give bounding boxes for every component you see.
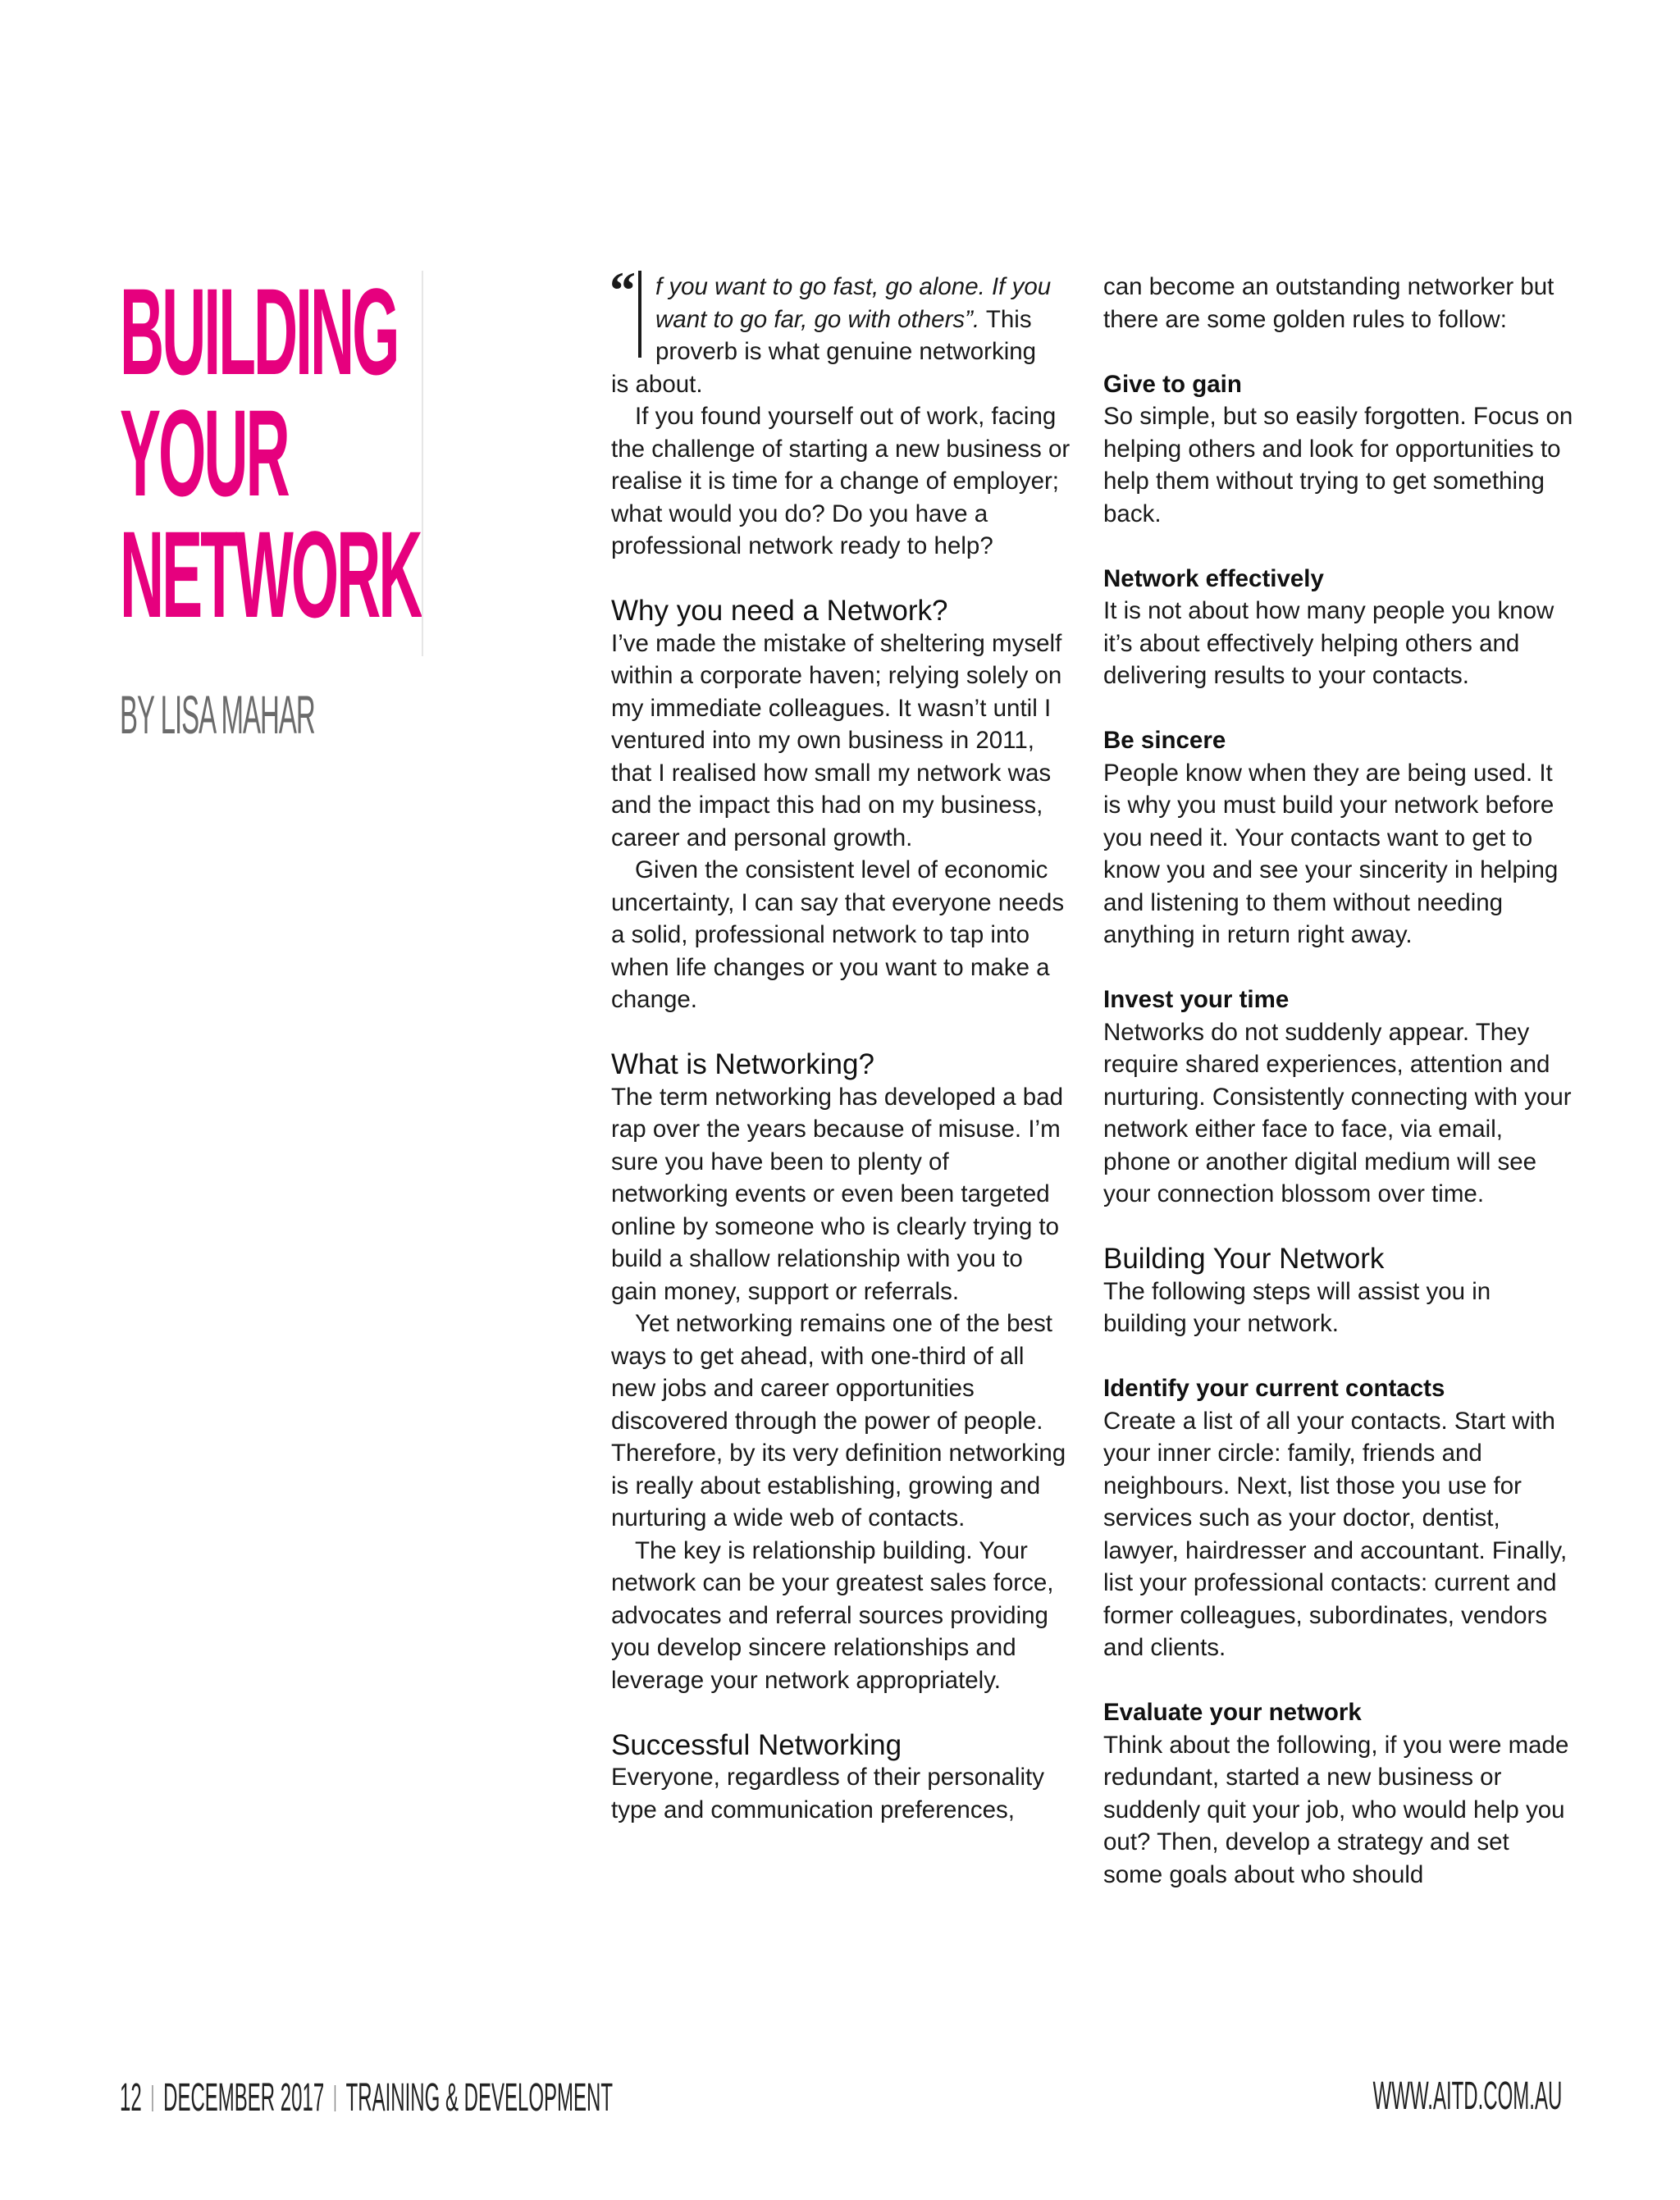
article-column-2 — [1103, 271, 1575, 1891]
why-paragraph-2: Given the consistent level of economic uncertainty, I can say that everyone needs a solid, professional network to tap into when life changes or you want to make a change. — [611, 856, 1065, 1013]
opening-quote — [609, 261, 1071, 400]
give-paragraph: So simple, but so easily forgotten. Focus on helping others and look for opportunities to help them without trying to get something back. — [1103, 403, 1573, 527]
issue-date: DECEMBER 2017 — [163, 2076, 325, 2120]
evaluate-paragraph: Think about the following, if you were made redundant, started a new business or suddenly quit your job, who would help you out? Then, develop a strategy and set some goals about who should — [1103, 1731, 1569, 1888]
heading-network-effectively: Network effectively — [1103, 564, 1324, 592]
page-footer — [120, 2075, 1562, 2120]
identify-paragraph: Create a list of all your contacts. Start with your inner circle: family, friends and neighbours. Next, list those you use for services such as your doctor, dentist, lawyer, hairdresser and accountant. Finally, list your professional contacts: current and former colleagues, subordinates, vendors and clients. — [1103, 1407, 1568, 1661]
title-line-1: BUILDING — [120, 262, 398, 400]
building-paragraph: The following steps will assist you in building your network. — [1103, 1277, 1491, 1337]
footer-left — [120, 2075, 613, 2120]
author-byline: BY LISA MAHAR — [120, 684, 315, 745]
heading-why-network: Why you need a Network? — [611, 595, 948, 627]
quote-mark-icon: “ — [609, 261, 636, 319]
heading-building-network: Building Your Network — [1103, 1243, 1385, 1275]
footer-separator: | — [333, 2081, 337, 2112]
footer-separator: | — [150, 2081, 155, 2112]
why-paragraph-1: I’ve made the mistake of sheltering myself within a corporate haven; relying solely on my immediate colleagues. It wasn’t until I ventured into my own business in 2011, that I realised how small my network was and the impact this had on my business, career and personal growth. — [611, 629, 1062, 851]
what-paragraph-1: The term networking has developed a bad rap over the years because of misuse. I’m sure you have been to plenty of networking events or even been targeted online by someone who is clearly trying to build a shallow relationship with you to gain money, support or referrals. — [611, 1083, 1064, 1305]
title-line-2: YOUR — [120, 384, 288, 522]
heading-identify-contacts: Identify your current contacts — [1103, 1375, 1445, 1402]
article-title — [120, 262, 423, 643]
page-number: 12 — [120, 2076, 142, 2120]
what-paragraph-2: Yet networking remains one of the best ways to get ahead, with one-third of all new jobs and career opportunities discovered through the power of people. Therefore, by its very definition networking is really about establishing, growing and nurturing a wide web of contacts. — [611, 1310, 1066, 1531]
what-paragraph-3: The key is relationship building. Your network can be your greatest sales force, advocates and referral sources providing you develop sincere relationships and leverage your network appropriately. — [611, 1536, 1054, 1694]
heading-evaluate-network: Evaluate your network — [1103, 1699, 1362, 1726]
invest-paragraph: Networks do not suddenly appear. They require shared experiences, attention and nurturing. Consistently connecting with your network either face to face, via email, phone or another digital medium will see your connection blossom over time. — [1103, 1018, 1572, 1207]
continued-paragraph: can become an outstanding networker but there are some golden rules to follow: — [1103, 273, 1554, 333]
quote-line-3: proverb is what genuine networking — [655, 338, 1037, 365]
success-paragraph: Everyone, regardless of their personality type and communication preferences, — [611, 1764, 1044, 1823]
intro-paragraph: If you found yourself out of work, facing the challenge of starting a new business or realise it is time for a change of employer; what would you do? Do you have a professional network ready to help? — [611, 403, 1071, 559]
heading-what-networking: What is Networking? — [611, 1048, 874, 1080]
title-line-3: NETWORK — [120, 505, 421, 643]
heading-be-sincere: Be sincere — [1103, 727, 1226, 754]
website-link[interactable]: WWW.AITD.COM.AU — [1372, 2074, 1562, 2118]
sincere-paragraph: People know when they are being used. It is why you must build your network before you need it. Your contacts want to get to know you and see your sincerity in helping and listening to them without needing anything in return right away. — [1103, 759, 1559, 948]
heading-successful-networking: Successful Networking — [611, 1728, 902, 1761]
heading-invest-time: Invest your time — [1103, 986, 1290, 1013]
publication-name: TRAINING & DEVELOPMENT — [345, 2076, 613, 2120]
quote-tail: This — [979, 305, 1032, 333]
article-column-1 — [609, 261, 1071, 1826]
effective-paragraph: It is not about how many people you know it’s about effectively helping others and delivering results to your contacts. — [1103, 597, 1554, 689]
quote-after: is about. — [611, 370, 703, 398]
quote-line-2: want to go far, go with others”. — [655, 305, 980, 333]
heading-give-to-gain: Give to gain — [1103, 370, 1242, 398]
title-divider — [422, 271, 423, 656]
drop-cap-i — [638, 271, 641, 358]
quote-line-1: f you want to go fast, go alone. If you — [655, 273, 1052, 300]
